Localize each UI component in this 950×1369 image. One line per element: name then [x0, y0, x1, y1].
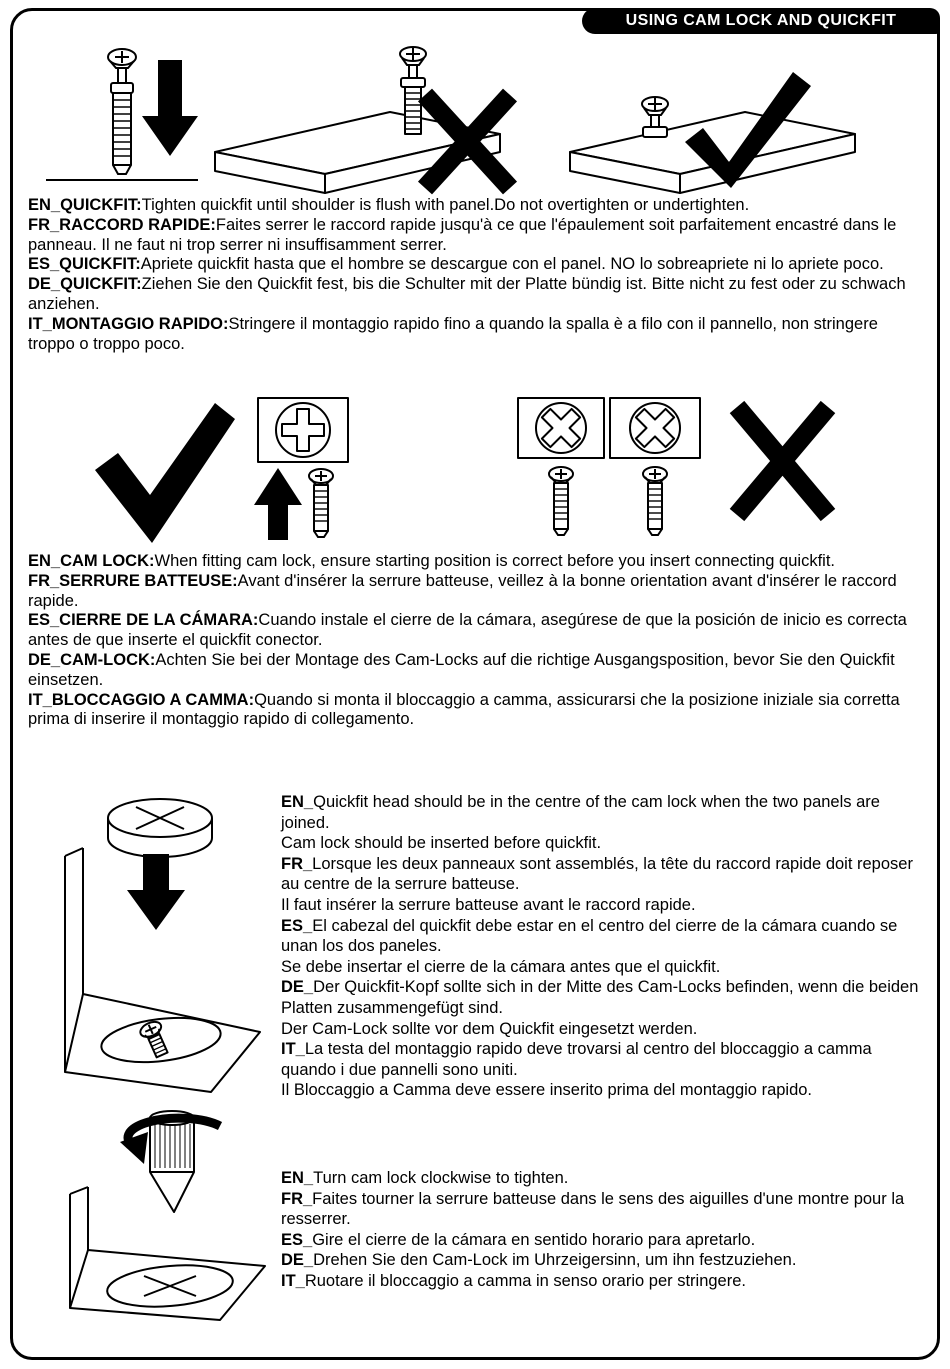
check-icon — [95, 403, 235, 543]
instruction-text: La testa del montaggio rapido deve trovarsi al centro del bloccaggio a camma quando i due pannelli sono uniti. — [281, 1040, 872, 1079]
lang-label: FR_RACCORD RAPIDE: — [28, 215, 216, 234]
instruction-text: Tighten quickfit until shoulder is flush with panel.Do not overtighten or undertighten. — [141, 196, 750, 214]
instruction-text: El cabezal del quickfit debe estar en el centro del cierre de la cámara cuando se unan los dos paneles. — [281, 916, 898, 956]
instruction-en — [28, 196, 921, 216]
camlock-wrong-2 — [610, 398, 700, 458]
quickfit-insertion-diagram — [30, 40, 910, 198]
instruction-text: Faites serrer le raccord rapide jusqu'à ce que l'épaulement soit parfaitement encastré dans le panneau. Il ne faut ni trop serrer ni insuffisamment serrer. — [28, 215, 897, 254]
lang-label: FR_ — [281, 1189, 313, 1208]
quickfit-fastener-icon — [108, 49, 136, 174]
instruction-text: Il faut insérer la serrure batteuse avant le raccord rapide. — [281, 895, 696, 914]
instruction-es — [28, 611, 921, 651]
cross-icon — [737, 407, 828, 515]
instruction-fr — [281, 1189, 921, 1230]
lang-label: EN_ — [281, 1169, 314, 1187]
quickfit-screw-icon — [309, 469, 333, 537]
instruction-text: Apriete quickfit hasta que el hombre se descargue con el panel. NO lo sobreapriete ni lo apriete poco. — [140, 255, 884, 274]
instruction-es — [281, 916, 921, 957]
instruction-de — [281, 1250, 921, 1271]
lang-label: IT_ — [281, 1271, 305, 1290]
instruction-it — [28, 315, 921, 355]
lang-label: ES_CIERRE DE LA CÁMARA: — [28, 611, 259, 630]
instruction-it — [281, 1039, 921, 1080]
banner-title: USING CAM LOCK AND QUICKFIT — [625, 12, 897, 29]
instruction-text: Achten Sie bei der Montage des Cam-Locks auf die richtige Ausgangsposition, bevor Sie den Quickfit einsetzen. — [28, 650, 895, 689]
lang-label: ES_ — [281, 916, 313, 935]
lang-label: FR_SERRURE BATTEUSE: — [28, 571, 238, 590]
lang-label: EN_ — [281, 793, 314, 811]
instruction-en — [281, 792, 921, 833]
lang-label: DE_QUICKFIT: — [28, 275, 142, 294]
down-arrow-icon — [127, 854, 185, 930]
instruction-text: Avant d'insérer la serrure batteuse, veillez à la bonne orientation avant d'insérer le raccord rapide. — [28, 571, 897, 610]
camlock-icon — [108, 799, 212, 857]
down-arrow-icon — [142, 60, 198, 156]
lang-label: IT_ — [281, 1040, 305, 1059]
instruction-text: Der Quickfit-Kopf sollte sich in der Mitte des Cam-Locks befinden, wenn die beiden Platten zusammengefügt sind. — [281, 978, 919, 1017]
instruction-text: Ruotare il bloccaggio a camma in senso orario per stringere. — [304, 1271, 746, 1290]
instruction-text: Cuando instale el cierre de la cámara, asegúrese de que la posición de inicio es correcta antes de que inserte el quickfit conector. — [28, 611, 907, 650]
camlock-correct — [258, 398, 348, 462]
instruction-text: Ziehen Sie den Quickfit fest, bis die Schulter mit der Platte bündig ist. Bitte nicht zu fest oder zu schwach anziehen. — [28, 275, 906, 313]
lang-label: IT_MONTAGGIO RAPIDO: — [28, 314, 229, 333]
camlock-wrong-1 — [518, 398, 604, 458]
instruction-fr — [28, 572, 921, 612]
instruction-en-2 — [281, 833, 921, 854]
instruction-text: Quickfit head should be in the centre of the cam lock when the two panels are joined. — [281, 793, 880, 832]
instruction-en — [28, 552, 921, 572]
instruction-text: Stringere il montaggio rapido fino a quando la spalla è a filo con il pannello, non stringere troppo o troppo poco. — [28, 314, 878, 353]
up-arrow-icon — [254, 468, 302, 540]
quickfit-screw-icon — [643, 467, 667, 535]
instruction-text: When fitting cam lock, ensure starting position is correct before you insert connecting quickfit. — [154, 552, 835, 570]
banner — [582, 8, 940, 34]
instruction-text: Drehen Sie den Cam-Lock im Uhrzeigersinn, um ihn festzuziehen. — [313, 1251, 797, 1270]
lang-label: IT_BLOCCAGGIO A CAMMA: — [28, 690, 255, 709]
quickfit-flush-icon — [642, 97, 668, 137]
camlock-instructions — [28, 552, 921, 730]
lang-label: DE_ — [281, 978, 314, 997]
lang-label: DE_ — [281, 1251, 314, 1270]
quickfit-screw-icon — [549, 467, 573, 535]
instruction-es — [281, 1230, 921, 1251]
centre-instructions — [281, 792, 921, 1101]
driver-icon — [150, 1111, 194, 1212]
turn-instructions — [281, 1168, 921, 1292]
lang-label: FR_ — [281, 854, 313, 873]
lang-label: EN_QUICKFIT: — [28, 196, 142, 214]
instruction-es — [28, 255, 921, 275]
camlock-tighten-diagram — [60, 1102, 275, 1330]
instruction-text: Faites tourner la serrure batteuse dans le sens des aiguilles d'une montre pour la resserrer. — [281, 1189, 905, 1229]
camlock-insert-diagram — [55, 788, 270, 1100]
instruction-de — [28, 275, 921, 315]
instruction-text: Cam lock should be inserted before quickfit. — [281, 834, 602, 853]
instruction-text: Turn cam lock clockwise to tighten. — [313, 1169, 569, 1187]
instruction-it-2 — [281, 1080, 921, 1101]
instruction-de — [281, 977, 921, 1018]
instruction-text: Il Bloccaggio a Camma deve essere inserito prima del montaggio rapido. — [281, 1081, 813, 1100]
instruction-de — [28, 651, 921, 691]
camlock-orientation-diagram — [30, 395, 910, 547]
instruction-text: Quando si monta il bloccaggio a camma, assicurarsi che la posizione iniziale sia corretta prima di inserire il montaggio rapido di collegamento. — [28, 690, 900, 729]
instruction-text: Der Cam-Lock sollte vor dem Quickfit eingesetzt werden. — [281, 1019, 698, 1038]
lang-label: EN_CAM LOCK: — [28, 552, 155, 570]
lang-label: DE_CAM-LOCK: — [28, 650, 156, 669]
lang-label: ES_ — [281, 1230, 313, 1249]
quickfit-instructions — [28, 196, 921, 354]
instruction-it — [281, 1271, 921, 1292]
instruction-es-2 — [281, 957, 921, 978]
instruction-it — [28, 691, 921, 731]
instruction-text: Lorsque les deux panneaux sont assemblés, la tête du raccord rapide doit reposer au centre de la serrure batteuse. — [281, 854, 913, 894]
lang-label: ES_QUICKFIT: — [28, 255, 141, 274]
instruction-text: Se debe insertar el cierre de la cámara antes que el quickfit. — [281, 957, 721, 976]
instruction-de-2 — [281, 1019, 921, 1040]
instruction-fr — [28, 216, 921, 256]
instruction-fr-2 — [281, 895, 921, 916]
instruction-text: Gire el cierre de la cámara en sentido horario para apretarlo. — [312, 1230, 756, 1249]
instruction-en — [281, 1168, 921, 1189]
instruction-fr — [281, 854, 921, 895]
